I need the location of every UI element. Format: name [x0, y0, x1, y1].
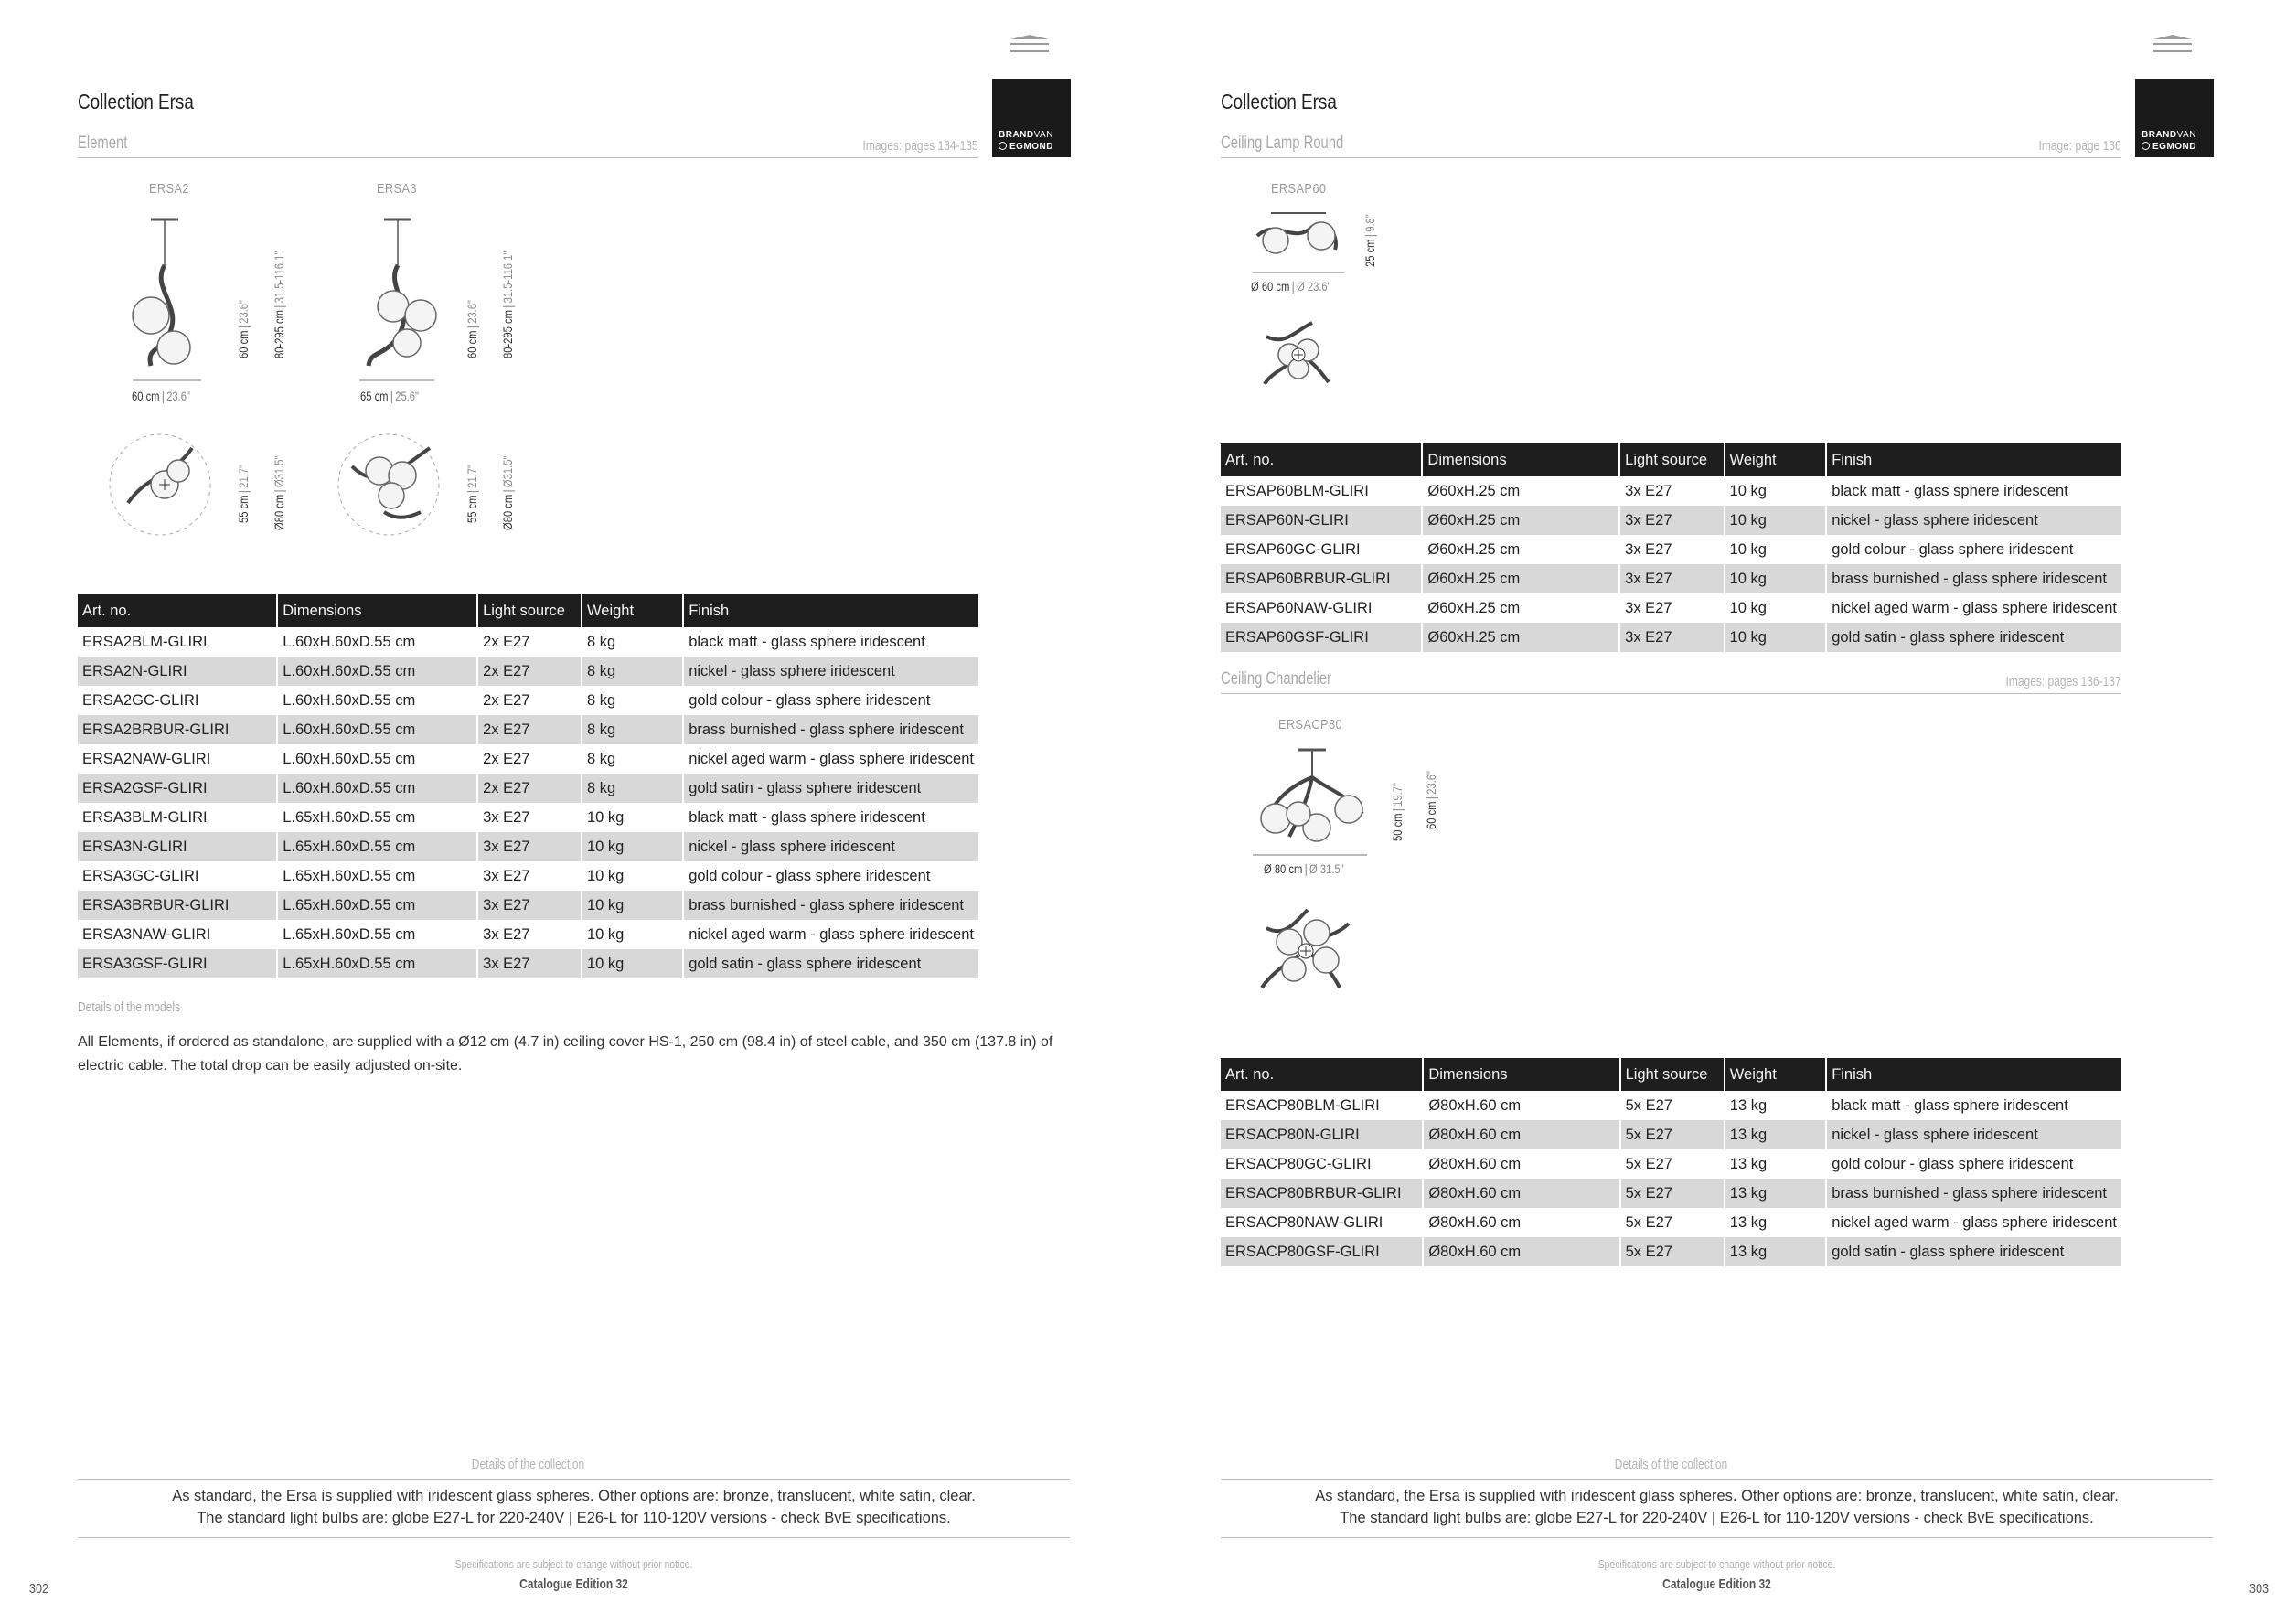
table-cell: nickel aged warm - glass sphere iridescent [1832, 1213, 2117, 1231]
table-cell: Ø60xH.25 cm [1422, 564, 1619, 593]
ersa3-top-diameter: Ø80 cm|Ø31.5" [500, 455, 515, 530]
footer-line-2: The standard light bulbs are: globe E27-L for 220-240V | E26-L for 110-120V versions - check BvE specifications. [197, 1510, 951, 1526]
section-header-element [78, 130, 978, 158]
table-cell: 5x E27 [1620, 1149, 1725, 1179]
table-cell: gold satin - glass sphere iridescent [1826, 1237, 2121, 1266]
table-cell: 13 kg [1725, 1149, 1826, 1179]
ersa3-side-drawing [343, 215, 453, 384]
table-cell: gold satin - glass sphere iridescent [1826, 623, 2121, 652]
right-page [1143, 0, 2286, 1624]
details-models-label: Details of the models [78, 999, 181, 1015]
ersa3-width: 65 cm | 25.6" [360, 389, 419, 403]
table-cell: ERSA3NAW-GLIRI [78, 920, 277, 949]
table-cell: gold satin - glass sphere iridescent [683, 774, 978, 803]
table-cell: 2x E27 [477, 657, 582, 686]
table-cell: 8 kg [582, 774, 683, 803]
table-cell: nickel aged warm - glass sphere iridescent [689, 925, 974, 943]
column-header: Dimensions [1422, 443, 1619, 476]
section-name: Ceiling Chandelier [1221, 669, 1332, 689]
table-cell: 3x E27 [477, 891, 582, 920]
column-header: Light source [1619, 443, 1724, 476]
menu-icon[interactable] [1010, 35, 1049, 57]
model-label-ersacp80: ERSACP80 [1278, 717, 1343, 732]
ersa2-top-diameter: Ø80 cm|Ø31.5" [272, 455, 286, 530]
table-cell: 3x E27 [1619, 476, 1724, 506]
table-cell: gold colour - glass sphere iridescent [689, 867, 931, 884]
table-cell: 10 kg [1725, 593, 1827, 623]
footer-details-label: Details of the collection [471, 1457, 585, 1472]
ersacp80-side-drawing [1248, 745, 1372, 860]
table-cell: L.65xH.60xD.55 cm [277, 832, 477, 861]
ersa3-height: 60 cm|23.6" [465, 300, 479, 358]
table-cell: gold satin - glass sphere iridescent [683, 949, 978, 978]
table-header-row [78, 594, 978, 627]
table-cell: ERSAP60GSF-GLIRI [1221, 623, 1422, 652]
table-cell: black matt - glass sphere iridescent [689, 633, 925, 650]
table-row [78, 774, 978, 803]
table-cell: 3x E27 [477, 832, 582, 861]
table-cell: 5x E27 [1620, 1091, 1725, 1120]
table-cell: L.65xH.60xD.55 cm [277, 949, 477, 978]
table-cell: 3x E27 [1619, 564, 1724, 593]
table-row [1221, 1208, 2121, 1237]
table-cell: ERSAP60N-GLIRI [1221, 506, 1422, 535]
table-cell: 10 kg [582, 832, 683, 861]
ersap60-side-drawing [1248, 208, 1349, 277]
catalogue-edition: Catalogue Edition 32 [519, 1576, 628, 1592]
table-cell: 10 kg [1725, 506, 1827, 535]
table-cell: gold colour - glass sphere iridescent [1832, 1155, 2074, 1172]
table-cell: black matt - glass sphere iridescent [1832, 1096, 2068, 1114]
table-cell: ERSA2BLM-GLIRI [78, 627, 277, 657]
table-cell: Ø60xH.25 cm [1422, 506, 1619, 535]
table-cell: Ø60xH.25 cm [1422, 535, 1619, 564]
table-cell: ERSA2N-GLIRI [78, 657, 277, 686]
column-header: Weight [582, 594, 683, 627]
table-cell: L.60xH.60xD.55 cm [277, 686, 477, 715]
table-cell: L.60xH.60xD.55 cm [277, 627, 477, 657]
table-row [1221, 1091, 2121, 1120]
table-cell: Ø60xH.25 cm [1422, 593, 1619, 623]
catalogue-edition: Catalogue Edition 32 [1662, 1576, 1771, 1592]
footer-details-label: Details of the collection [1614, 1457, 1728, 1472]
table-cell: brass burnished - glass sphere iridescent [683, 891, 978, 920]
table-cell: 3x E27 [1619, 535, 1724, 564]
ersa2-width: 60 cm | 23.6" [132, 389, 190, 403]
table-cell: 10 kg [1725, 623, 1827, 652]
table-cell: 3x E27 [477, 803, 582, 832]
table-cell: 13 kg [1725, 1120, 1826, 1149]
table-cell: 10 kg [582, 803, 683, 832]
collection-title: Collection Ersa [78, 90, 194, 113]
section-name: Ceiling Lamp Round [1221, 134, 1344, 153]
column-header: Weight [1725, 443, 1827, 476]
footer-rule-top [1221, 1479, 2213, 1480]
table-cell: gold colour - glass sphere iridescent [1832, 540, 2074, 558]
column-header: Dimensions [277, 594, 477, 627]
section-images-ref[interactable]: Images: pages 136-137 [2005, 674, 2121, 689]
table-cell: brass burnished - glass sphere iridescent [683, 715, 978, 744]
table-cell: 3x E27 [1619, 593, 1724, 623]
section-header-ceiling-lamp-round [1221, 130, 2121, 158]
ersacp80-height-total: 60 cm|23.6" [1424, 771, 1438, 829]
page-number: 303 [2249, 1581, 2270, 1597]
table-cell: Ø80xH.60 cm [1423, 1149, 1619, 1179]
column-header: Art. no. [78, 594, 277, 627]
page-number: 302 [28, 1581, 49, 1597]
table-cell: 3x E27 [477, 920, 582, 949]
footer-line-1: As standard, the Ersa is supplied with iridescent glass spheres. Other options are: bronze, translucent, white satin, clear. [1315, 1488, 2119, 1504]
table-cell: ERSA3GC-GLIRI [78, 861, 277, 891]
table-cell: ERSA2BRBUR-GLIRI [78, 715, 277, 744]
column-header: Dimensions [1423, 1058, 1619, 1091]
ersacp80-diameter: Ø 80 cm | Ø 31.5" [1264, 861, 1344, 876]
table-cell: 3x E27 [477, 949, 582, 978]
footer-rule-bottom [1221, 1537, 2213, 1538]
table-cell: L.65xH.60xD.55 cm [277, 861, 477, 891]
table-cell: Ø60xH.25 cm [1422, 623, 1619, 652]
table-cell: ERSA3BRBUR-GLIRI [78, 891, 277, 920]
ersa3-top-drawing [329, 430, 453, 540]
table-cell: 10 kg [582, 891, 683, 920]
footer-line-2: The standard light bulbs are: globe E27-L for 220-240V | E26-L for 110-120V versions - check BvE specifications. [1340, 1510, 2094, 1526]
table-cell: Ø80xH.60 cm [1423, 1179, 1619, 1208]
table-row [78, 744, 978, 774]
model-label-ersa2: ERSA2 [149, 181, 189, 197]
table-row [78, 861, 978, 891]
column-header: Art. no. [1221, 443, 1422, 476]
table-cell: 13 kg [1725, 1208, 1826, 1237]
footer-rule-bottom [78, 1537, 1070, 1538]
ersa2-height: 60 cm|23.6" [236, 300, 251, 358]
column-header: Light source [477, 594, 582, 627]
table-cell: 5x E27 [1620, 1120, 1725, 1149]
section-images-ref[interactable]: Image: page 136 [2038, 138, 2121, 154]
table-row [1221, 1149, 2121, 1179]
table-cell: ERSAP60NAW-GLIRI [1221, 593, 1422, 623]
ersap60-height: 25 cm|9.8" [1362, 214, 1377, 267]
table-cell: L.60xH.60xD.55 cm [277, 744, 477, 774]
spec-table-element [78, 594, 978, 978]
footer-rule-top [78, 1479, 1070, 1480]
table-cell: nickel - glass sphere iridescent [683, 657, 978, 686]
table-cell: ERSAP60GC-GLIRI [1221, 535, 1422, 564]
table-cell: ERSA3GSF-GLIRI [78, 949, 277, 978]
table-cell: nickel aged warm - glass sphere iridescent [1832, 599, 2117, 616]
table-cell: Ø80xH.60 cm [1423, 1208, 1619, 1237]
table-cell: Ø60xH.25 cm [1422, 476, 1619, 506]
table-cell: 8 kg [582, 715, 683, 744]
ersap60-diameter: Ø 60 cm | Ø 23.6" [1251, 279, 1331, 294]
table-row [78, 920, 978, 949]
table-cell: black matt - glass sphere iridescent [1832, 482, 2068, 499]
table-cell: 2x E27 [477, 627, 582, 657]
table-cell: 10 kg [582, 920, 683, 949]
table-cell: ERSA2GSF-GLIRI [78, 774, 277, 803]
table-row [78, 715, 978, 744]
table-cell: Ø80xH.60 cm [1423, 1120, 1619, 1149]
section-name: Element [78, 134, 128, 153]
table-cell: nickel - glass sphere iridescent [683, 832, 978, 861]
ersa3-drop: 80-295 cm|31.5-116.1" [500, 251, 515, 358]
table-row [78, 832, 978, 861]
table-row [78, 803, 978, 832]
table-cell: ERSACP80N-GLIRI [1221, 1120, 1423, 1149]
table-cell: 2x E27 [477, 744, 582, 774]
table-cell: 2x E27 [477, 686, 582, 715]
table-row [78, 686, 978, 715]
ersa2-top-height: 55 cm|21.7" [236, 465, 251, 523]
table-cell: ERSA3BLM-GLIRI [78, 803, 277, 832]
table-cell: 3x E27 [1619, 506, 1724, 535]
table-row [78, 949, 978, 978]
table-cell: 8 kg [582, 744, 683, 774]
column-header: Light source [1620, 1058, 1725, 1091]
table-cell: 2x E27 [477, 774, 582, 803]
table-cell: 8 kg [582, 627, 683, 657]
footer-collection-text [1221, 1485, 2213, 1529]
column-header: Finish [1826, 1058, 2121, 1091]
menu-icon[interactable] [2153, 35, 2192, 57]
column-header: Weight [1725, 1058, 1826, 1091]
table-row [78, 891, 978, 920]
table-cell: ERSA3N-GLIRI [78, 832, 277, 861]
ersa2-top-drawing [101, 430, 224, 540]
table-cell: 10 kg [582, 861, 683, 891]
table-cell: black matt - glass sphere iridescent [689, 808, 925, 826]
table-cell: L.65xH.60xD.55 cm [277, 803, 477, 832]
table-cell: 3x E27 [1619, 623, 1724, 652]
model-label-ersa3: ERSA3 [377, 181, 417, 197]
ersacp80-height: 50 cm|19.7" [1390, 783, 1405, 841]
table-row [78, 657, 978, 686]
column-header: Art. no. [1221, 1058, 1423, 1091]
brand-logo: BRANDVAN EGMOND [992, 79, 1071, 157]
table-cell: L.60xH.60xD.55 cm [277, 715, 477, 744]
footer-line-1: As standard, the Ersa is supplied with iridescent glass spheres. Other options are: bronze, translucent, white satin, clear. [172, 1488, 976, 1504]
column-header: Finish [683, 594, 978, 627]
table-header-row [1221, 443, 2121, 476]
footer-collection-text [78, 1485, 1070, 1529]
table-cell: Ø80xH.60 cm [1423, 1237, 1619, 1266]
table-cell: 3x E27 [477, 861, 582, 891]
table-cell: brass burnished - glass sphere iridescent [1826, 1179, 2121, 1208]
collection-title: Collection Ersa [1221, 90, 1337, 113]
table-cell: ERSA2GC-GLIRI [78, 686, 277, 715]
table-cell: 10 kg [1725, 535, 1827, 564]
table-row [1221, 593, 2121, 623]
table-cell: Ø80xH.60 cm [1423, 1091, 1619, 1120]
table-cell: 10 kg [1725, 476, 1827, 506]
table-cell: 13 kg [1725, 1237, 1826, 1266]
table-cell: ERSAP60BLM-GLIRI [1221, 476, 1422, 506]
table-cell: ERSACP80GC-GLIRI [1221, 1149, 1423, 1179]
table-row [1221, 506, 2121, 535]
column-header: Finish [1826, 443, 2121, 476]
table-cell: nickel aged warm - glass sphere iridescent [689, 750, 974, 767]
spec-notice: Specifications are subject to change without prior notice. [1597, 1557, 1836, 1571]
table-cell: L.60xH.60xD.55 cm [277, 774, 477, 803]
table-row [1221, 564, 2121, 593]
table-cell: nickel - glass sphere iridescent [1826, 506, 2121, 535]
table-cell: 10 kg [582, 949, 683, 978]
table-cell: ERSAP60BRBUR-GLIRI [1221, 564, 1422, 593]
table-row [1221, 1237, 2121, 1266]
table-cell: 5x E27 [1620, 1237, 1725, 1266]
ersap60-top-drawing [1257, 318, 1335, 391]
model-label-ersap60: ERSAP60 [1271, 181, 1327, 197]
table-row [1221, 535, 2121, 564]
table-cell: L.65xH.60xD.55 cm [277, 891, 477, 920]
table-cell: brass burnished - glass sphere iridescent [1826, 564, 2121, 593]
table-cell: 8 kg [582, 657, 683, 686]
table-cell: 5x E27 [1620, 1179, 1725, 1208]
table-row [1221, 476, 2121, 506]
table-cell: gold colour - glass sphere iridescent [689, 691, 931, 709]
table-cell: 5x E27 [1620, 1208, 1725, 1237]
ersa3-top-height: 55 cm|21.7" [465, 465, 479, 523]
table-header-row [1221, 1058, 2121, 1091]
spec-notice: Specifications are subject to change without prior notice. [454, 1557, 693, 1571]
table-cell: ERSA2NAW-GLIRI [78, 744, 277, 774]
section-header-ceiling-chandelier [1221, 666, 2121, 694]
table-cell: L.60xH.60xD.55 cm [277, 657, 477, 686]
table-cell: 13 kg [1725, 1179, 1826, 1208]
section-images-ref[interactable]: Images: pages 134-135 [862, 138, 978, 154]
table-cell: nickel - glass sphere iridescent [1826, 1120, 2121, 1149]
table-cell: ERSACP80NAW-GLIRI [1221, 1208, 1423, 1237]
table-cell: 10 kg [1725, 564, 1827, 593]
table-cell: ERSACP80BRBUR-GLIRI [1221, 1179, 1423, 1208]
table-row [1221, 1120, 2121, 1149]
details-models-text: All Elements, if ordered as standalone, are supplied with a Ø12 cm (4.7 in) ceiling cover HS-1, 250 cm (98.4 in) of steel cable, and 350 cm (137.8 in) of electric cable. The total drop can be easily adjusted on-site. [78, 1034, 1053, 1074]
table-row [1221, 1179, 2121, 1208]
ersa2-side-drawing [114, 215, 224, 384]
table-row [78, 627, 978, 657]
ersacp80-top-drawing [1253, 901, 1353, 997]
table-cell: 8 kg [582, 686, 683, 715]
spec-table-ceiling-chandelier [1221, 1058, 2121, 1266]
table-cell: 13 kg [1725, 1091, 1826, 1120]
table-cell: L.65xH.60xD.55 cm [277, 920, 477, 949]
table-cell: ERSACP80GSF-GLIRI [1221, 1237, 1423, 1266]
brand-logo: BRANDVAN EGMOND [2135, 79, 2214, 157]
spec-table-ceiling-lamp-round [1221, 443, 2121, 652]
table-cell: 2x E27 [477, 715, 582, 744]
table-cell: ERSACP80BLM-GLIRI [1221, 1091, 1423, 1120]
ersa2-drop: 80-295 cm|31.5-116.1" [272, 251, 286, 358]
table-row [1221, 623, 2121, 652]
